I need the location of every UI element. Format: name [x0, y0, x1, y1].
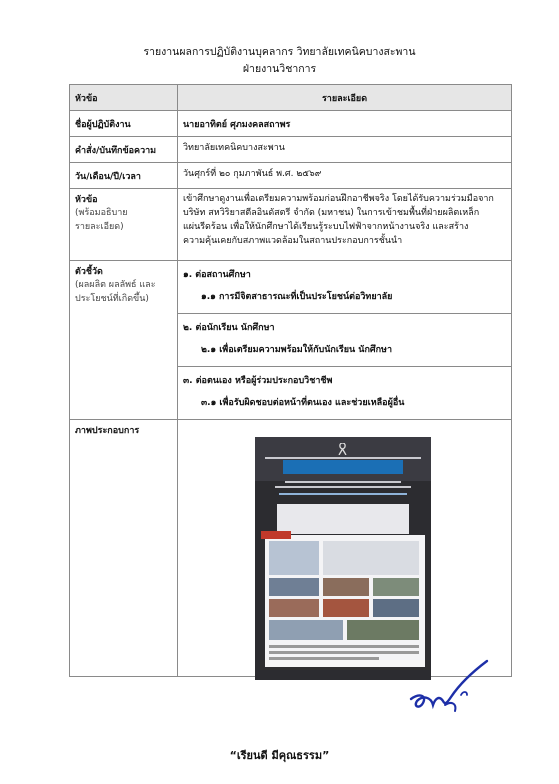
col-topic-header: หัวข้อ [70, 85, 178, 111]
date-value: วันศุกร์ที่ ๒๐ กุมภาพันธ์ พ.ศ. ๒๕๖๙ [178, 163, 512, 189]
topic-line2: บริษัท สหวิริยาสตีลอินดัสตรี จำกัด (มหาชน) ในการเข้าชมพื้นที่ฝ่ายผลิตเหล็ก [183, 208, 480, 218]
indicator-item: ๑.๑ การมีจิตสาธารณะที่เป็นประโยชน์ต่อวิทยาลัย [201, 292, 393, 302]
row-order [70, 137, 512, 163]
poster-red-tag [261, 531, 291, 539]
indicator-item: ๓.๑ เพื่อรับผิดชอบต่อหน้าที่ตนเอง และช่วยเหลือผู้อื่น [201, 398, 405, 408]
poster-caption-line [269, 651, 419, 654]
indicator-label: ตัวชี้วัด [75, 267, 103, 277]
poster-title-band [283, 460, 403, 474]
report-title-line2: ฝ่ายงานวิชาการ [242, 63, 317, 75]
indicator-head: ๑. ต่อสถานศึกษา [183, 270, 251, 280]
topic-detail [178, 189, 512, 261]
poster-photo [323, 599, 369, 617]
poster-photo [373, 578, 419, 596]
indicator-head: ๓. ต่อตนเอง หรือผู้ร่วมประกอบวิชาชีพ [183, 376, 333, 386]
indicator-block [178, 373, 511, 419]
indicator-label-cell [70, 261, 178, 420]
topic-sub2: รายละเอียด) [75, 222, 124, 232]
report-title-line1: รายงานผลการปฏิบัติงานบุคลากร วิทยาลัยเทคนิคบางสะพาน [143, 46, 416, 58]
photo-label: ภาพประกอบการ [70, 420, 178, 677]
row-topic [70, 189, 512, 261]
poster-info-box [277, 504, 409, 534]
table-header-row [70, 85, 512, 111]
indicator-block [178, 267, 511, 314]
indicator-detail [178, 261, 512, 420]
poster-text-line [279, 493, 407, 495]
row-performer [70, 111, 512, 137]
event-poster-image [255, 437, 431, 680]
poster-photo [347, 620, 419, 640]
poster-photo [323, 578, 369, 596]
poster-text-line [265, 457, 421, 459]
order-label: คำสั่ง/บันทึกข้อความ [70, 137, 178, 163]
report-title [0, 44, 559, 78]
performer-value: นายอาทิตย์ ศุภมงคลสถาพร [178, 111, 512, 137]
poster-photo [269, 599, 319, 617]
performer-label: ชื่อผู้ปฏิบัติงาน [70, 111, 178, 137]
poster-text-block [323, 541, 419, 575]
topic-line1: เข้าศึกษาดูงานเพื่อเตรียมความพร้อมก่อนฝึกอาชีพจริง โดยได้รับความร่วมมือจาก [183, 194, 494, 204]
indicator-sub2: ประโยชน์ที่เกิดขึ้น) [75, 294, 149, 304]
poster-text-line [275, 486, 411, 488]
poster-caption-line [269, 645, 419, 648]
topic-sub1: (พร้อมอธิบาย [75, 208, 128, 218]
topic-line4: ความคุ้นเคยกับสภาพแวดล้อมในสถานประกอบการชั้นนำ [183, 236, 403, 246]
poster-caption-line [269, 657, 379, 660]
poster-text-line [285, 481, 401, 483]
signature-image [405, 655, 495, 720]
col-detail-header: รายละเอียด [178, 85, 512, 111]
topic-label: หัวข้อ [75, 195, 98, 205]
poster-photo [269, 578, 319, 596]
poster-photo [373, 599, 419, 617]
row-date [70, 163, 512, 189]
order-value: วิทยาลัยเทคนิคบางสะพาน [178, 137, 512, 163]
indicator-item: ๒.๑ เพื่อเตรียมความพร้อมให้กับนักเรียน นักศึกษา [201, 345, 393, 355]
indicator-head: ๒. ต่อนักเรียน นักศึกษา [183, 323, 275, 333]
indicator-block [178, 320, 511, 367]
date-label: วัน/เดือน/ปี/เวลา [70, 163, 178, 189]
black-ribbon-icon [338, 443, 347, 455]
row-indicator [70, 261, 512, 420]
topic-line3: แผ่นรีดร้อน เพื่อให้นักศึกษาได้เรียนรู้ระบบไฟฟ้าจากหน้างานจริง และสร้าง [183, 222, 469, 232]
topic-label-cell [70, 189, 178, 261]
poster-photo [269, 541, 319, 575]
poster-photo [269, 620, 343, 640]
footer-motto: “เรียนดี มีคุณธรรม” [229, 749, 330, 762]
indicator-sub1: (ผลผลิต ผลลัพธ์ และ [75, 280, 156, 290]
